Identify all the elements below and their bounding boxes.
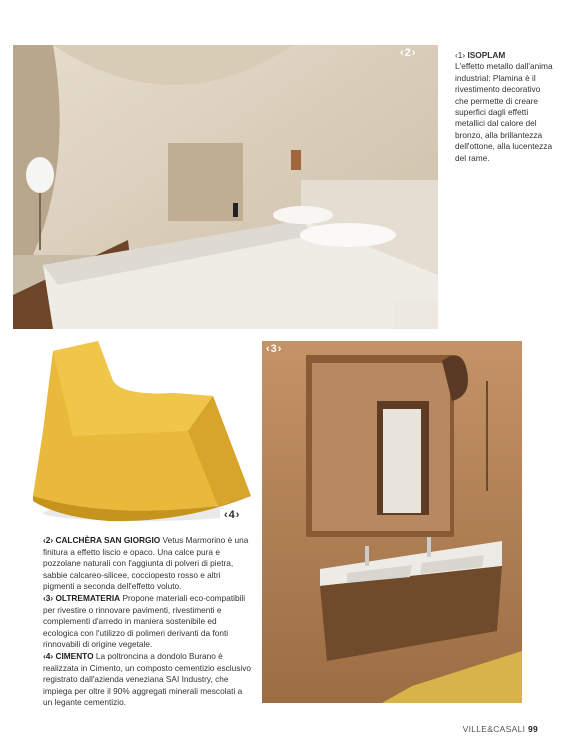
page-footer bbox=[463, 724, 538, 734]
page-number: 99 bbox=[527, 724, 538, 734]
entry-number: ‹2› bbox=[43, 535, 54, 545]
caption-title: ISOPLAM bbox=[467, 50, 506, 60]
entry-title: CALCHÈRA SAN GIORGIO bbox=[55, 535, 161, 545]
product-descriptions bbox=[43, 535, 253, 709]
caption-isoplam bbox=[455, 50, 555, 164]
caption-text: L'effetto metallo dall'anima industrial: Plamina è il rivestimento decorativo che permette di creare superfici dagli effetti metallici dal calore del bronzo, alla brillantezza dell'ottone, alla lucentezza del rame. bbox=[455, 61, 553, 163]
bedroom-photo bbox=[13, 45, 438, 329]
bathroom-photo bbox=[262, 341, 522, 703]
photo-number-2: ‹2› bbox=[400, 47, 417, 59]
caption-number: ‹1› bbox=[455, 50, 466, 60]
entry-text: Propone materiali eco-compatibili per rivestire o rinnovare pavimenti, rivestimenti e complementi d'arredo in maniera sostenibile ed ecologica con l'utilizzo di polimeri derivanti da fonti rinnovabili di origine vegetale. bbox=[43, 592, 246, 650]
entry-calchera bbox=[43, 535, 253, 593]
entry-oltremateria bbox=[43, 593, 253, 651]
entry-title: CIMENTO bbox=[55, 650, 94, 661]
entry-number: ‹3› bbox=[43, 592, 54, 603]
photo-number-4: ‹4› bbox=[220, 509, 244, 521]
magazine-name: VILLE&CASALI bbox=[462, 724, 526, 734]
entry-text: La poltroncina a dondolo Burano è realizzata in Cimento, un composto cementizio esclusivo registrato dall'azienda veneziana SAI Industry, che impiega per oltre il 90% aggregati minerali mescolati a un legante cementizio. bbox=[43, 650, 251, 708]
entry-number: ‹4› bbox=[43, 650, 54, 661]
photo-number-3: ‹3› bbox=[266, 343, 283, 355]
entry-cimento bbox=[43, 651, 253, 709]
entry-text: Vetus Marmorino è una finitura a effetto liscio e opaco. Una calce pura e pozzolane naturali con l'aggiunta di polveri di pietra, sabbie calcareo-silicee, cocciopesto rosso e altri pigmenti a seconda dell'effetto voluto. bbox=[43, 535, 249, 592]
entry-title: OLTREMATERIA bbox=[55, 592, 121, 603]
rocking-chair-photo bbox=[13, 341, 255, 528]
